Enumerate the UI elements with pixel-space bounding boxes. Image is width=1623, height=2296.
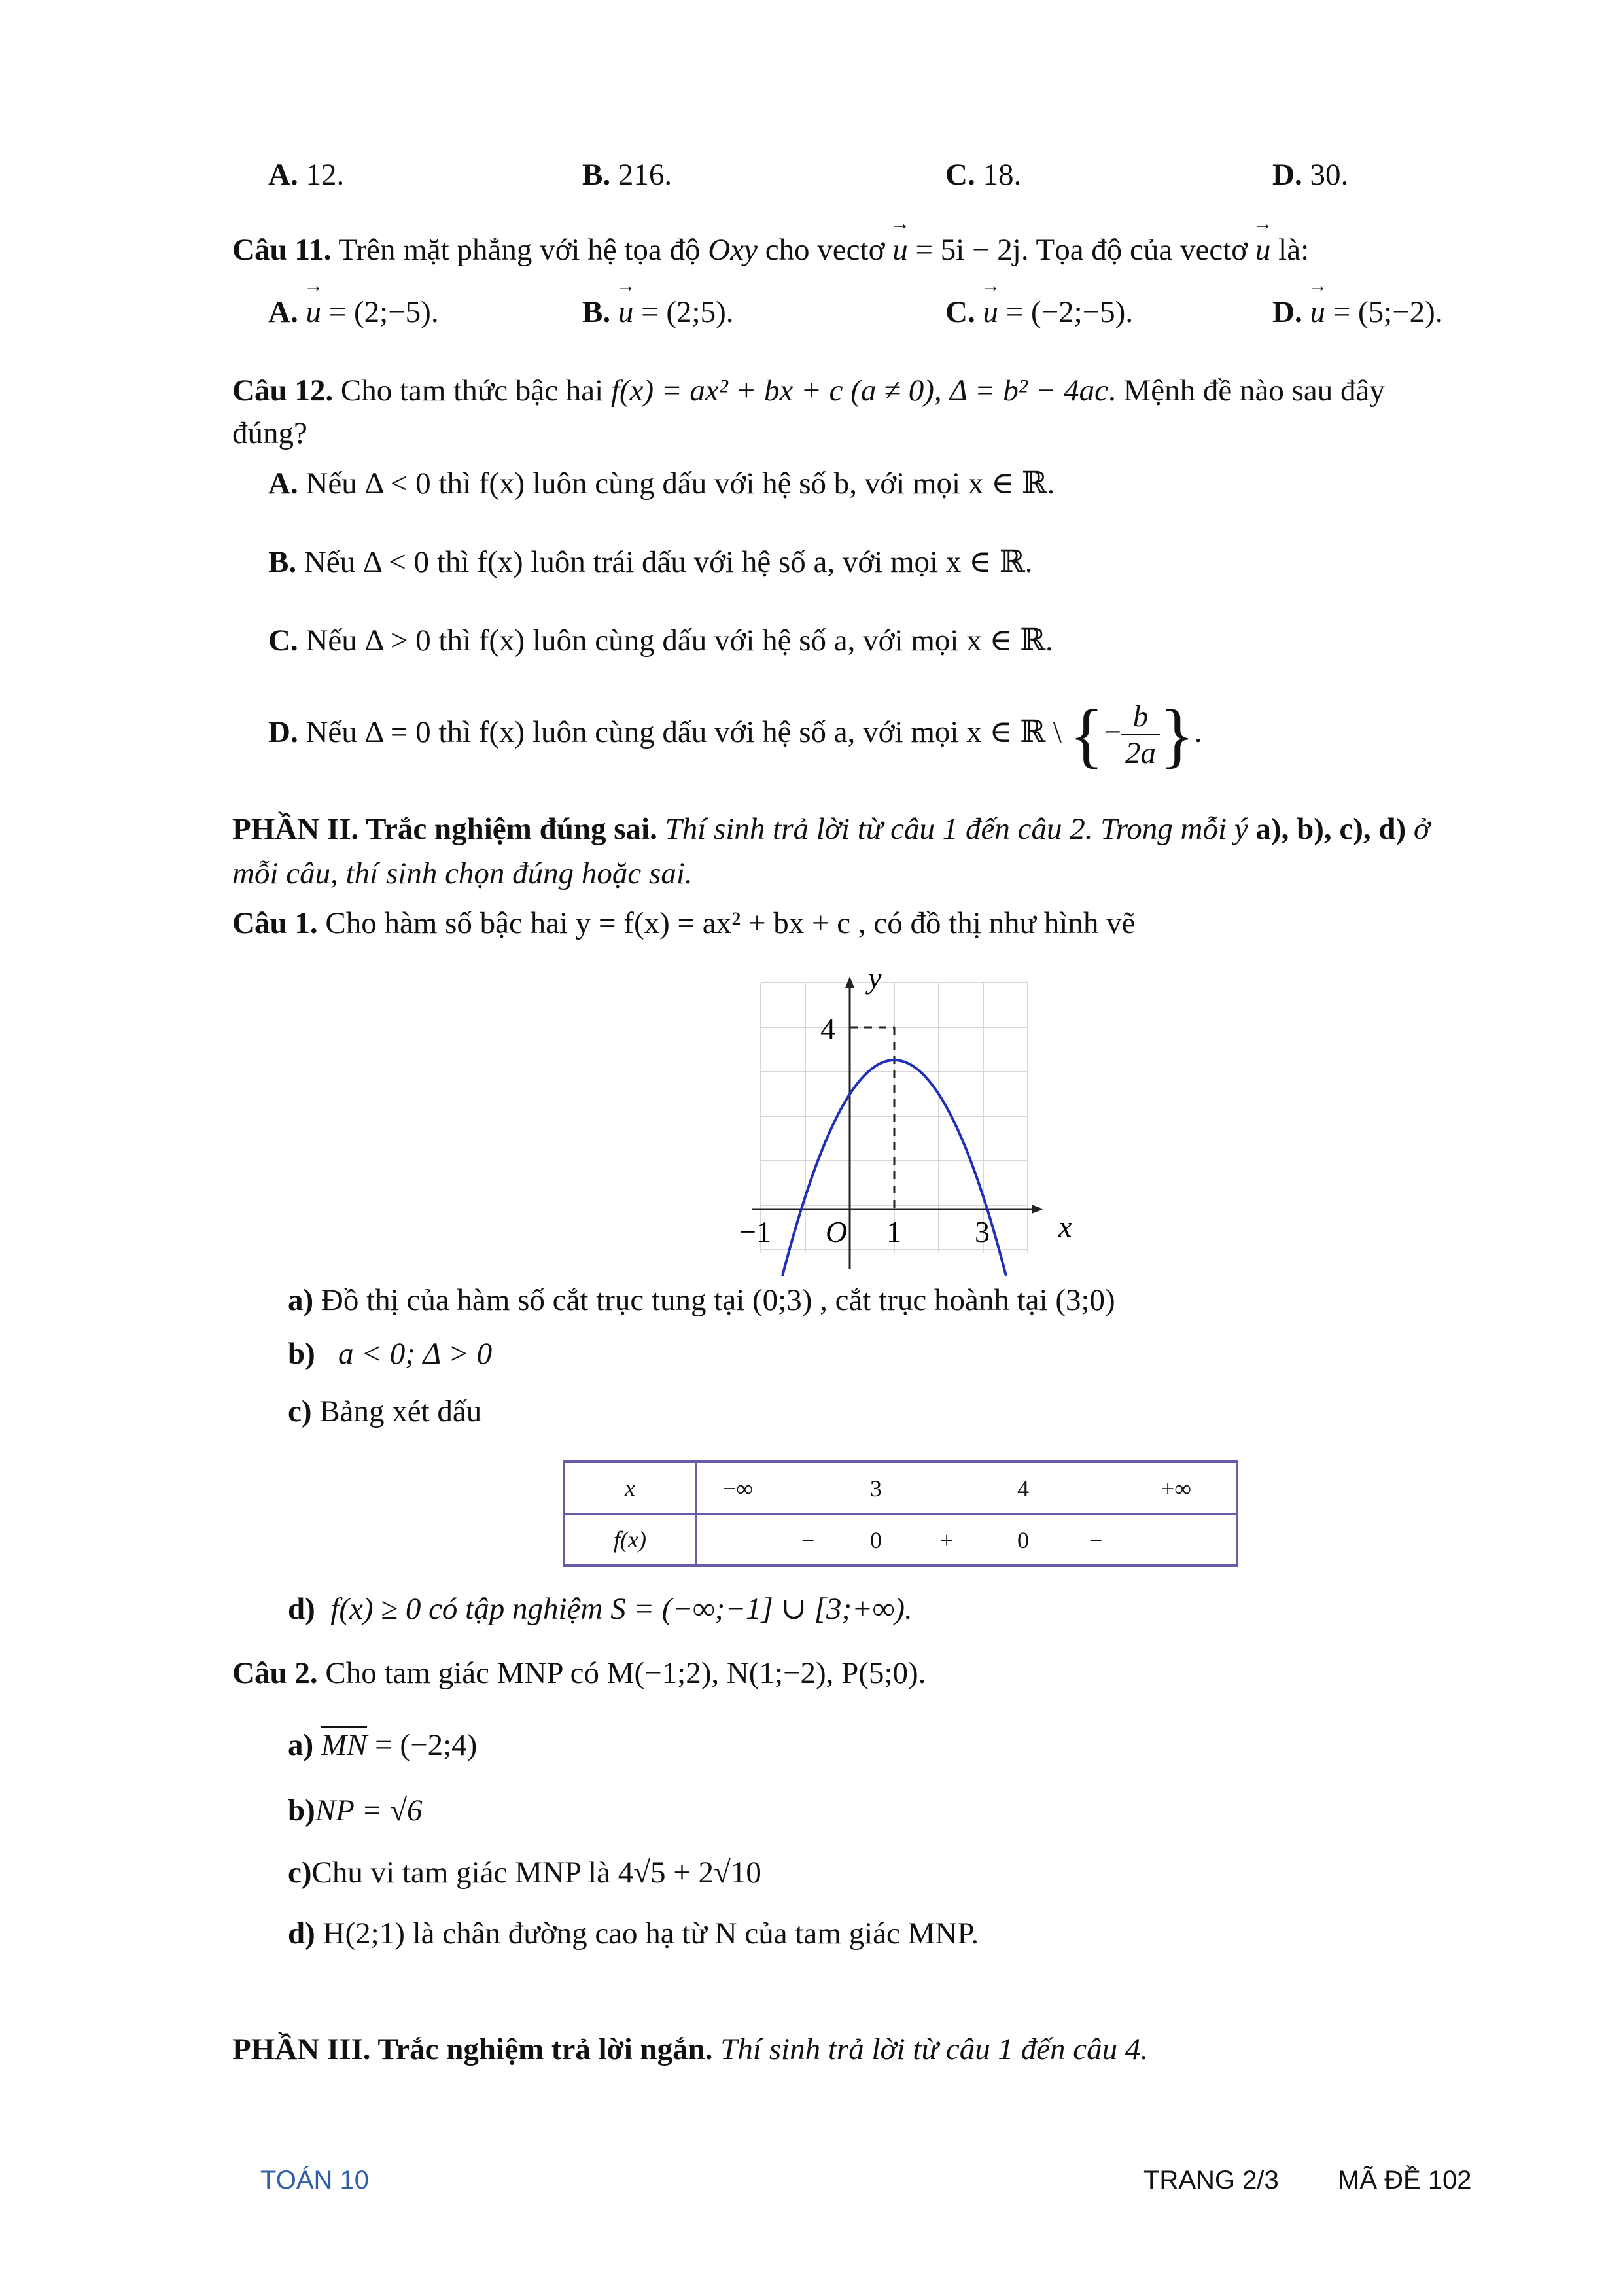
option-label: B.	[268, 545, 297, 579]
option-text: 18.	[983, 158, 1022, 192]
table-value: 0	[870, 1527, 882, 1553]
item-text: H(2;1) là chân đường cao hạ từ N của tam giác MNP.	[323, 1916, 979, 1951]
section-desc: Thí sinh trả lời từ câu 1 đến câu 2. Trong mỗi ý	[665, 812, 1248, 846]
option-label: C.	[268, 624, 298, 658]
q11-text-end: là:	[1278, 233, 1310, 267]
fraction-denominator: 2a	[1125, 736, 1156, 771]
vector-u: → u	[1310, 294, 1325, 330]
y-axis-label: y	[868, 962, 882, 995]
q12-stem-line2: đúng?	[232, 416, 307, 450]
vector-u: → u	[983, 294, 998, 330]
q1-item-b	[288, 1336, 492, 1371]
vector-mn: MN	[321, 1726, 368, 1762]
q11-option-c	[945, 294, 1133, 330]
question-label: Câu 11.	[232, 233, 332, 267]
question-label: Câu 1.	[232, 906, 318, 940]
q11-text-prefix: Trên mặt phẳng với hệ tọa độ	[338, 233, 701, 267]
table-value: 3	[870, 1475, 882, 1502]
item-text: Đồ thị của hàm số cắt trục tung tại (0;3) , cắt trục hoành tại (3;0)	[321, 1283, 1115, 1317]
option-label: A.	[268, 158, 298, 192]
fraction-numerator: b	[1121, 699, 1160, 735]
option-text: = (−2;−5).	[1005, 295, 1134, 329]
option-label: C.	[945, 158, 975, 192]
tick-x-3: 3	[975, 1215, 990, 1248]
item-text: Bảng xét dấu	[319, 1394, 482, 1428]
q11-option-b	[582, 294, 733, 330]
part2-header	[232, 811, 1430, 847]
q11-stem	[232, 232, 1309, 268]
option-label: A.	[268, 295, 298, 329]
option-text: Nếu Δ < 0 thì f(x) luôn cùng dấu với hệ số b, với mọi x ∈ ℝ.	[305, 467, 1055, 501]
footer-subject: TOÁN 10	[260, 2166, 369, 2195]
q1-item-c	[288, 1394, 481, 1429]
q1-item-a	[288, 1282, 1115, 1318]
table-value: 4	[1017, 1475, 1029, 1502]
item-text: f(x) ≥ 0 có tập nghiệm S = (−∞;−1] ∪ [3;+∞).	[330, 1592, 913, 1626]
option-text: Nếu Δ < 0 thì f(x) luôn trái dấu với hệ số a, với mọi x ∈ ℝ.	[304, 545, 1033, 579]
tick-x-neg1: −1	[739, 1215, 771, 1248]
option-text: Nếu Δ > 0 thì f(x) luôn cùng dấu với hệ số a, với mọi x ∈ ℝ.	[305, 624, 1053, 658]
q12-option-b	[268, 544, 1032, 580]
option-label: D.	[1272, 158, 1302, 192]
option-text: = (2;−5).	[328, 295, 439, 329]
vector-u: → u	[618, 294, 634, 330]
brace-open: {	[1069, 695, 1104, 775]
option-text: = (2;5).	[641, 295, 734, 329]
option-label: B.	[582, 295, 611, 329]
q10-option-c	[945, 157, 1021, 192]
x-axis-arrow	[1032, 1205, 1043, 1214]
item-label: b)	[288, 1793, 315, 1828]
vector-u: → u	[1255, 232, 1271, 268]
q10-option-d	[1272, 157, 1348, 192]
table-value: +∞	[1161, 1475, 1191, 1502]
option-text: = (5;−2).	[1333, 295, 1443, 329]
q11-text-suffix: . Tọa độ của vectơ	[1021, 233, 1248, 267]
section-desc-bold: a), b), c), d)	[1255, 812, 1406, 846]
option-label: D.	[1272, 295, 1302, 329]
q12-text-end: . Mệnh đề nào sau đây	[1108, 374, 1385, 408]
fraction	[1121, 699, 1160, 771]
q12-option-a	[268, 466, 1055, 501]
table-row	[564, 1462, 1237, 1514]
table-value: 0	[1017, 1527, 1029, 1553]
q1-text: Cho hàm số bậc hai y = f(x) = ax² + bx + c , có đồ thị như hình vẽ	[325, 906, 1136, 940]
q11-oxy: Oxy	[708, 233, 758, 267]
option-label: A.	[268, 467, 298, 501]
option-text: 30.	[1310, 158, 1349, 192]
q12-text: Cho tam thức bậc hai	[340, 374, 604, 408]
vector-u: → u	[305, 294, 321, 330]
option-label: B.	[582, 158, 611, 192]
option-label: C.	[945, 295, 975, 329]
table-value: −∞	[723, 1475, 753, 1502]
q2-item-d	[288, 1916, 979, 1951]
q2-text: Cho tam giác MNP có M(−1;2), N(1;−2), P(5;0).	[325, 1656, 926, 1690]
q2-stem	[232, 1655, 926, 1691]
item-label: a)	[288, 1283, 314, 1317]
vector-u: → u	[892, 232, 908, 268]
table-row	[564, 1514, 1237, 1566]
q1-stem	[232, 906, 1135, 941]
q1-item-d	[288, 1591, 913, 1627]
q10-option-a	[268, 157, 344, 192]
q11-text-mid: cho vectơ	[765, 233, 885, 267]
q2-item-a	[288, 1727, 477, 1763]
q12-stem	[232, 373, 1385, 408]
item-label: c)	[288, 1856, 312, 1890]
q11-option-d	[1272, 294, 1443, 330]
origin-label: O	[826, 1215, 848, 1248]
item-text: = (−2;4)	[375, 1728, 478, 1762]
table-cell	[696, 1514, 1238, 1566]
section-title: PHẦN III. Trắc nghiệm trả lời ngắn.	[232, 2032, 713, 2066]
section-desc-end: ở	[1413, 812, 1431, 846]
table-value: −	[801, 1527, 815, 1553]
tick-x-1: 1	[886, 1215, 901, 1248]
table-value: −	[1089, 1527, 1103, 1553]
table-value: +	[940, 1527, 954, 1553]
question-label: Câu 12.	[232, 374, 334, 408]
footer-code: MÃ ĐỀ 102	[1338, 2166, 1472, 2195]
item-text: a < 0; Δ > 0	[338, 1337, 493, 1371]
q12-delta: Δ = b² − 4ac	[949, 374, 1108, 408]
option-text: 216.	[618, 158, 672, 192]
tick-y-4: 4	[820, 1012, 835, 1046]
item-label: a)	[288, 1728, 314, 1762]
x-axis-label: x	[1058, 1210, 1072, 1243]
sign-table	[563, 1460, 1238, 1567]
item-label: b)	[288, 1337, 315, 1371]
part2-desc-line2: mỗi câu, thí sinh chọn đúng hoặc sai.	[232, 857, 693, 891]
q12-option-c	[268, 623, 1053, 658]
q11-option-a	[268, 294, 439, 330]
parabola-graph	[739, 962, 1079, 1276]
table-cell: f(x)	[564, 1514, 696, 1566]
item-text: Chu vi tam giác MNP là 4√5 + 2√10	[311, 1856, 761, 1890]
item-label: d)	[288, 1592, 315, 1626]
part3-header	[232, 2032, 1148, 2067]
item-text: NP = √6	[315, 1793, 423, 1828]
question-label: Câu 2.	[232, 1656, 318, 1690]
item-label: c)	[288, 1394, 312, 1428]
option-label: D.	[268, 715, 298, 750]
section-desc: Thí sinh trả lời từ câu 1 đến câu 4.	[720, 2032, 1149, 2066]
q11-vector-expr: = 5i − 2j	[915, 233, 1021, 267]
section-title: PHẦN II. Trắc nghiệm đúng sai.	[232, 812, 657, 846]
table-cell: x	[564, 1462, 696, 1514]
q10-option-b	[582, 157, 672, 192]
q2-item-b	[288, 1793, 423, 1828]
item-label: d)	[288, 1916, 315, 1951]
brace-close: }	[1159, 695, 1195, 775]
option-text: Nếu Δ = 0 thì f(x) luôn cùng dấu với hệ số a, với mọi x ∈ ℝ \	[305, 715, 1062, 750]
table-cell	[696, 1462, 1238, 1514]
q12-option-d: D. Nếu Δ = 0 thì f(x) luôn cùng dấu với hệ số a, với mọi x ∈ ℝ \ {− $\frac{b}{2a}$ }.	[268, 695, 1202, 775]
footer-page: TRANG 2/3	[1143, 2166, 1279, 2195]
q12-func: f(x) = ax² + bx + c (a ≠ 0),	[610, 374, 942, 408]
q2-item-c	[288, 1855, 761, 1890]
option-text: 12.	[305, 158, 345, 192]
